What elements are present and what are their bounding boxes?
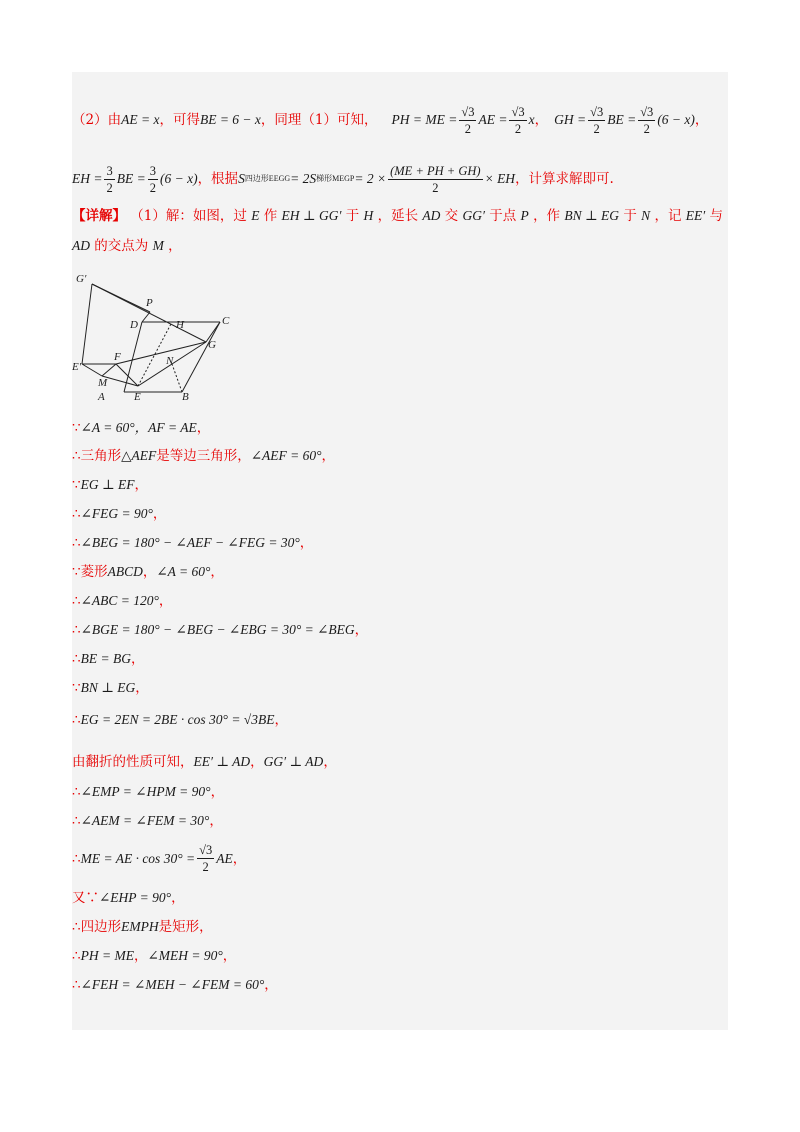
step-punct: ， <box>323 754 337 770</box>
step-punct: ， <box>130 651 145 667</box>
proof-step <box>72 418 210 438</box>
math: M <box>152 238 164 253</box>
label-d: D <box>130 319 138 331</box>
edge-p-d <box>142 312 150 322</box>
step-math: EMPH <box>121 919 159 934</box>
logic-symbol: ∴ <box>72 593 81 609</box>
step-math: ∠MEH = 90° <box>147 948 223 963</box>
part2-line1 <box>72 92 708 148</box>
step-punct: ， <box>171 890 185 906</box>
step-punct: ， <box>354 622 369 638</box>
text: ，计算求解即可. <box>515 171 614 187</box>
den: 2 <box>432 180 439 195</box>
step-punct: ， <box>264 977 278 993</box>
logic-symbol: ∴ <box>72 535 81 551</box>
text: 于 <box>345 208 360 224</box>
text: 作 <box>263 208 278 224</box>
math: GH = <box>554 112 587 127</box>
proof-step <box>72 504 166 524</box>
den: 2 <box>149 180 156 195</box>
math: S <box>238 171 245 186</box>
proof-step <box>72 752 337 772</box>
math: H <box>363 208 374 223</box>
step-punct: ， <box>299 535 314 551</box>
step-punct: ， <box>232 850 247 867</box>
den: 2 <box>464 121 472 136</box>
text: ， <box>694 112 709 128</box>
num: √3 <box>640 104 654 119</box>
step-punct: ， <box>152 506 167 522</box>
fraction <box>588 104 605 137</box>
fraction <box>197 842 214 875</box>
proof-step <box>72 620 368 640</box>
math: = 2 × <box>354 171 387 186</box>
math: = 2S <box>290 171 317 186</box>
fraction <box>148 163 158 196</box>
den: 2 <box>106 180 113 195</box>
text: （2）由 <box>72 112 122 128</box>
text: 的交点为 <box>94 238 149 254</box>
logic-symbol: ∴ <box>72 850 81 867</box>
logic-symbol: ∴ <box>72 948 81 964</box>
label-c: C <box>222 315 230 327</box>
text: ，作 <box>533 208 561 224</box>
logic-symbol: ∴ <box>72 622 81 638</box>
step-text: 由翻折的性质可知， <box>72 754 194 770</box>
den: 2 <box>643 121 650 136</box>
label-h: H <box>176 319 184 331</box>
detail-line2 <box>72 236 182 256</box>
step-text: 菱形 <box>80 564 108 580</box>
label-gprime: G′ <box>76 273 87 285</box>
step-text: 三角形 <box>80 448 122 464</box>
step-punct: ， <box>209 813 223 829</box>
step-math: ∠ABC = 120° <box>80 593 159 608</box>
fraction <box>459 104 476 137</box>
logic-symbol: ∵ <box>72 420 81 436</box>
detail-line1 <box>72 206 723 226</box>
num: √3 <box>511 104 525 119</box>
step-math: EG ⊥ EF <box>80 477 135 492</box>
proof-step <box>72 811 223 831</box>
step-math: BN ⊥ EG <box>80 680 136 695</box>
label-g: G <box>208 339 216 351</box>
proof-step <box>72 946 236 966</box>
logic-symbol: ∵ <box>72 564 81 580</box>
document-page <box>72 72 728 1030</box>
step-punct: ， <box>210 784 225 800</box>
label-a: A <box>98 391 105 403</box>
text: 交 <box>444 208 459 224</box>
step-math: EG = 2EN = 2BE · cos 30° = √3BE <box>80 712 275 727</box>
logic-symbol: 又∵ <box>72 890 99 906</box>
step-math: ∠AEF = 60° <box>250 448 322 463</box>
logic-symbol: ∴ <box>72 506 81 522</box>
step-text: ， <box>250 754 264 770</box>
step-punct: ， <box>196 420 211 436</box>
edge-eprime-m <box>82 364 102 376</box>
step-text: 四边形 <box>80 919 122 935</box>
logic-symbol: ∴ <box>72 813 81 829</box>
logic-symbol: ∴ <box>72 448 81 464</box>
step-math: ∠A = 60° <box>156 564 211 579</box>
step-math: △AEF <box>121 448 157 463</box>
proof-step <box>72 888 185 908</box>
math: × EH <box>484 171 516 186</box>
label-n: N <box>166 355 174 367</box>
step-math: ∠FEG = 90° <box>80 506 153 521</box>
proof-step <box>72 842 246 875</box>
logic-symbol: ∵ <box>72 680 81 696</box>
geometry-figure <box>72 272 252 404</box>
text: 于 <box>623 208 637 224</box>
label-f: F <box>114 351 121 363</box>
label-p: P <box>146 297 153 309</box>
step-punct: ， <box>274 712 288 728</box>
edge-f-g <box>116 342 206 364</box>
proof-step <box>72 533 313 553</box>
step-math: ME = AE · cos 30° = <box>80 850 196 866</box>
edge-f-m <box>102 364 116 376</box>
step-text: ， <box>142 564 157 580</box>
step-text: ， <box>133 948 148 964</box>
label-b: B <box>182 391 189 403</box>
text: 与 <box>709 208 724 224</box>
step-math: ∠BGE = 180° − ∠BEG − ∠EBG = 30° = ∠BEG <box>80 622 355 637</box>
step-punct: ， <box>222 948 237 964</box>
step-punct: ， <box>134 477 149 493</box>
fraction <box>638 104 655 137</box>
step-math: ∠A = 60°，AF = AE <box>80 420 197 435</box>
step-math: ∠FEH = ∠MEH − ∠FEM = 60° <box>80 977 265 992</box>
step-math: GG′ ⊥ AD <box>263 754 324 769</box>
math: AD <box>422 208 441 223</box>
logic-symbol: ∴ <box>72 651 81 667</box>
text: ，延长 <box>377 208 419 224</box>
step-punct: ， <box>210 564 224 580</box>
logic-symbol: ∴ <box>72 977 81 993</box>
proof-step <box>72 710 288 730</box>
math: AE = x <box>121 112 160 127</box>
text: ，记 <box>654 208 682 224</box>
step-punct: ， <box>135 680 149 696</box>
math: BE = 6 − x <box>199 112 261 127</box>
math: (6 − x) <box>657 112 695 127</box>
text: ，可得 <box>159 112 200 128</box>
text: ，根据 <box>197 171 239 187</box>
step-text: 是等边三角形， <box>156 448 251 464</box>
detail-label: 【详解】 <box>72 208 126 224</box>
math: BN ⊥ EG <box>564 208 620 223</box>
text: 于点 <box>489 208 517 224</box>
step-text: 是矩形， <box>158 919 213 935</box>
dashed-eh <box>138 322 172 386</box>
proof-step <box>72 782 224 802</box>
subscript: 四边形EEGG <box>244 174 291 183</box>
proof-step <box>72 975 278 995</box>
step-punct: ， <box>321 448 336 464</box>
math: PH = ME = <box>391 112 458 127</box>
math: E <box>251 208 260 223</box>
math: AD <box>72 238 90 253</box>
math: GG′ <box>462 208 485 223</box>
label-eprime: E′ <box>72 361 82 373</box>
fraction <box>104 163 114 196</box>
math: x <box>528 112 535 127</box>
den: 2 <box>593 121 600 136</box>
step-math: PH = ME <box>80 948 134 963</box>
edge-gprime-eprime <box>82 284 92 364</box>
logic-symbol: ∴ <box>72 919 81 935</box>
step-math: ∠EHP = 90° <box>99 890 172 905</box>
proof-step <box>72 917 213 937</box>
den: 2 <box>202 860 209 874</box>
step-punct: ， <box>158 593 173 609</box>
math: EH ⊥ GG′ <box>281 208 342 223</box>
step-math: EE′ ⊥ AD <box>193 754 251 769</box>
logic-symbol: ∴ <box>72 784 81 800</box>
dashed-bn <box>172 364 182 392</box>
text: ， <box>534 112 549 128</box>
math: N <box>641 208 651 223</box>
math: P <box>520 208 529 223</box>
logic-symbol: ∴ <box>72 712 81 728</box>
fraction <box>388 163 482 196</box>
num: 3 <box>149 163 156 178</box>
step-math: AE <box>216 850 233 866</box>
text: （1）解：如图，过 <box>130 208 247 224</box>
step-math: ∠AEM = ∠FEM = 30° <box>80 813 210 828</box>
step-math: ∠EMP = ∠HPM = 90° <box>80 784 211 799</box>
proof-step <box>72 591 172 611</box>
fraction <box>509 104 526 137</box>
part2-line2 <box>72 154 614 204</box>
step-math: BE = BG <box>80 651 131 666</box>
proof-step <box>72 446 335 466</box>
proof-step <box>72 562 224 582</box>
math: BE = <box>116 171 146 186</box>
num: √3 <box>199 843 213 857</box>
math: AE = <box>478 112 508 127</box>
num: √3 <box>461 104 475 119</box>
num: 3 <box>106 163 113 178</box>
step-math: ABCD <box>107 564 143 579</box>
subscript: 梯形MEGP <box>316 174 355 183</box>
math: BE = <box>607 112 637 127</box>
text: ，同理（1）可知， <box>260 112 378 128</box>
proof-step <box>72 649 144 669</box>
den: 2 <box>514 121 522 136</box>
logic-symbol: ∵ <box>72 477 81 493</box>
math: EH = <box>72 171 103 186</box>
label-e: E <box>134 391 141 403</box>
math: EE′ <box>685 208 706 223</box>
math: (6 − x) <box>159 171 198 186</box>
proof-step <box>72 678 149 698</box>
text: ， <box>168 238 182 254</box>
step-math: ∠BEG = 180° − ∠AEF − ∠FEG = 30° <box>80 535 300 550</box>
label-m: M <box>98 377 108 389</box>
num: √3 <box>590 104 604 119</box>
num: (ME + PH + GH) <box>390 163 481 178</box>
proof-step <box>72 475 148 495</box>
